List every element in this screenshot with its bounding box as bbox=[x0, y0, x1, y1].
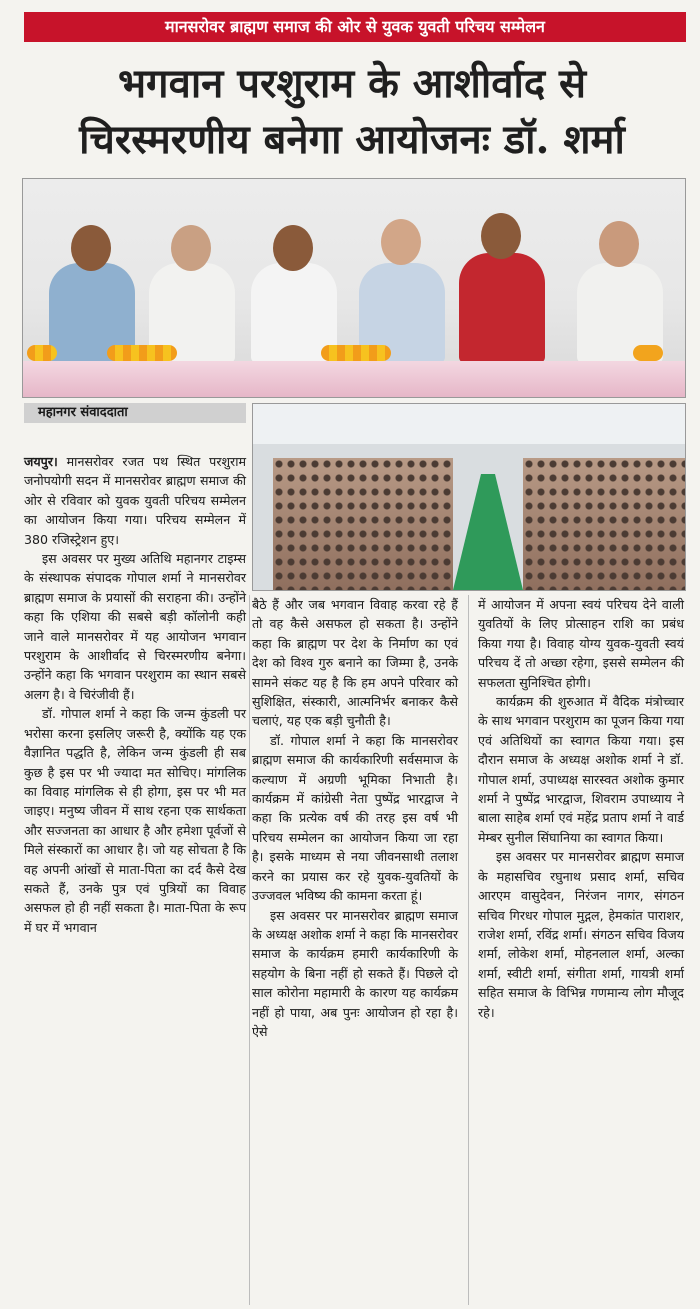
headline bbox=[18, 56, 686, 168]
headline-line-2: चिरस्मरणीय बनेगा आयोजनः डॉ. शर्मा bbox=[79, 116, 625, 163]
article-paragraph: इस अवसर पर मानसरोवर ब्राह्मण समाज के महासचिव रघुनाथ प्रसाद शर्मा, सचिव आरएम वासुदेवन, निरंजन नागर, संगठन सचिव गिरधर गोपाल मुद्गल, हेमकांत पाराशर, राजेश शर्मा, रविंद्र शर्मा। संगठन सचिव विजय शर्मा, लोकेश शर्मा, मोहनलाल शर्मा, अल्का शर्मा, स्वीटी शर्मा, संगीता शर्मा, गायत्री शर्मा सहित समाज के विभिन्न गणमान्य लोग मौजूद रहे। bbox=[478, 849, 684, 1020]
article-paragraph: डॉ. गोपाल शर्मा ने कहा कि जन्म कुंडली पर भरोसा करना इसलिए जरूरी है, क्योंकि यह एक वैज्ञानित पद्धति है, लेकिन जन्म कुंडली ही सब कुछ है इस पर भी ज्यादा मत सोचिए। मांगलिक का विवाह मांगलिक से ही होगा, इस पर भी मत जाइए। मनुष्य जीवन में साथ रहना एक सार्थकता और सज्जनता का आधार है और हमेशा पूर्वजों से मिले संस्कारों का आधार है। जो यह सोचता है कि वह अपनी आंखों से माता-पिता का दर्द कैसे देख सकते हैं, उनके पुत्र एवं पुत्रियों का विवाह असफल हो ही नहीं सकता है। माता-पिता के रूप में घर में भगवान bbox=[24, 706, 246, 935]
article-paragraph: इस अवसर पर मुख्य अतिथि महानगर टाइम्स के संस्थापक संपादक गोपाल शर्मा ने मानसरोवर ब्राह्मण समाज के प्रयासों की सराहना की। उन्होंने कहा कि एशिया की सबसे बड़ी कॉलोनी कही जाने वाले मानसरोवर में यह आयोजन भगवान परशुराम के आशीर्वाद से चिरस्मरणीय बनेगा। उन्होंने कहा कि भगवान परशुराम का स्थान सबसे अलग है। वे चिरंजीवी हैं। bbox=[24, 551, 246, 702]
article-column-1 bbox=[24, 452, 246, 937]
article-paragraph: बैठे हैं और जब भगवान विवाह करवा रहे हैं तो वह कैसे असफल हो सकता है। उन्होंने कहा कि ब्राह्मण पर देश के निर्माण का एवं देश को विश्व गुरु बनाने का जिम्मा है, उनके सामने संकट यह है कि हम अपने परिवार को सुशिक्षित, संस्कारी, आत्मनिर्भर बनाकर कैसे चलाएं, यह एक बड़ी चुनौती है। bbox=[252, 597, 458, 729]
headline-line-1: भगवान परशुराम के आशीर्वाद से bbox=[117, 60, 587, 107]
article-paragraph: कार्यक्रम की शुरुआत में वैदिक मंत्रोच्चार के साथ भगवान परशुराम का पूजन किया गया एवं अतिथियों का स्वागत किया गया। इस दौरान समाज के अध्यक्ष अशोक शर्मा ने डॉ. गोपाल शर्मा, उपाध्यक्ष सारस्वत अशोक कुमार शर्मा ने पुष्पेंद्र भारद्वाज, शिवराम उपाध्याय ने बाला साहेब शर्मा एवं महेंद्र प्रताप शर्मा ने वार्ड मेम्बर सुनील सिंघानिया का स्वागत किया। bbox=[478, 694, 684, 845]
article-paragraph: जयपुर। मानसरोवर रजत पथ स्थित परशुराम जनोपयोगी सदन में मानसरोवर ब्राह्मण समाज की ओर से रविवार को युवक युवती परिचय सम्मेलन का आयोजन किया गया। परिचय सम्मेलन में 380 रजिस्ट्रेशन हुए। bbox=[24, 454, 246, 547]
stage-photo bbox=[22, 178, 686, 398]
article-paragraph: डॉ. गोपाल शर्मा ने कहा कि मानसरोवर ब्राह्मण समाज की कार्यकारिणी सर्वसमाज के कल्याण में अग्रणी भूमिका निभाती है। कार्यक्रम में कांग्रेसी नेता पुष्पेंद्र भारद्वाज ने कहा कि प्रत्येक वर्ष की तरह इस वर्ष भी परिचय सम्मेलन का आयोजन किया जा रहा है। इसके माध्यम से नया जीवनसाथी तलाश करने का प्रयास कर रहे युवक-युवतियों के उज्जवल भविष्य की कामना करता हूं। bbox=[252, 732, 458, 904]
byline: महानगर संवाददाता bbox=[24, 403, 246, 423]
dateline: जयपुर। bbox=[24, 454, 58, 469]
kicker-banner: मानसरोवर ब्राह्मण समाज की ओर से युवक युवती परिचय सम्मेलन bbox=[24, 12, 686, 42]
article-column-2 bbox=[252, 595, 458, 1041]
article-column-3 bbox=[478, 595, 684, 1022]
article-paragraph: इस अवसर पर मानसरोवर ब्राह्मण समाज के अध्यक्ष अशोक शर्मा ने कहा कि मानसरोवर समाज के कार्यक्रम हमारी कार्यकारिणी के सहयोग के बिना नहीं हो सकते हैं। पिछले दो साल कोरोना महामारी के कारण यह कार्यक्रम नहीं हो पाया, अब पुनः आयोजन हो रहा है। ऐसे bbox=[252, 907, 458, 1039]
audience-photo bbox=[252, 403, 686, 591]
article-paragraph: में आयोजन में अपना स्वयं परिचय देने वाली युवतियों के लिए प्रोत्साहन राशि का प्रबंध किया गया है। विवाह योग्य युवक-युवती स्वयं परिचय दें तो अच्छा रहेगा, इससे सम्मेलन की सफलता सुनिश्चित होगी। bbox=[478, 597, 684, 690]
